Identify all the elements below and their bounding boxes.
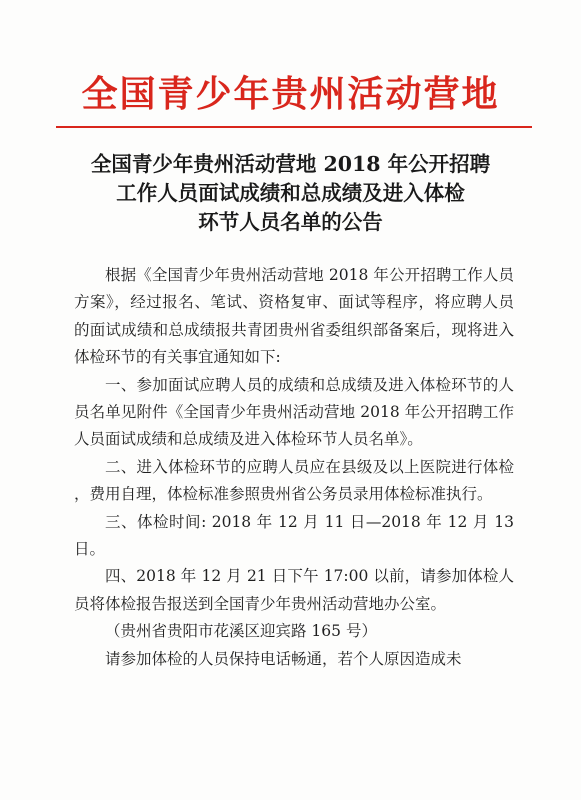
notice-title xyxy=(60,150,521,237)
masthead-red-rule xyxy=(56,126,532,128)
paragraph-item-4: 四、2018 年 12 月 21 日下午 17:00 以前，请参加体检人员将体检报告报送到全国青少年贵州活动营地办公室。 xyxy=(74,567,514,613)
paragraph-closing: 请参加体检的人员保持电话畅通，若个人原因造成未 xyxy=(105,649,462,668)
title-line-2: 工作人员面试成绩和总成绩及进入体检 xyxy=(116,181,465,205)
paragraph-item-3: 三、体检时间: 2018 年 12 月 11 日—2018 年 12 月 13 日。 xyxy=(74,512,514,559)
title-line-3: 环节人员名单的公告 xyxy=(198,210,383,234)
paragraph-address: （贵州省贵阳市花溪区迎宾路 165 号） xyxy=(105,622,377,641)
paragraph-item-1: 一、参加面试应聘人员的成绩和总成绩及进入体检环节的人员名单见附件《全国青少年贵州活动营地 2018 年公开招聘工作人员面试成绩和总成绩及进入体检环节人员名单》。 xyxy=(74,375,514,449)
paragraph-intro: 根据《全国青少年贵州活动营地 2018 年公开招聘工作人员方案》，经过报名、笔试、资格复审、面试等程序，将应聘人员的面试成绩和总成绩报共青团贵州省委组织部备案后，现将进入体检环节的有关事宜通知如下: xyxy=(74,266,514,367)
paragraph-item-2: 二、进入体检环节的应聘人员应在县级及以上医院进行体检，费用自理，体检标准参照贵州省公务员录用体检标准执行。 xyxy=(74,457,514,504)
notice-body xyxy=(74,262,514,673)
masthead-organization-name: 全国青少年贵州活动营地 xyxy=(81,74,500,115)
title-line-1: 全国青少年贵州活动营地 2018 年公开招聘 xyxy=(90,152,491,176)
